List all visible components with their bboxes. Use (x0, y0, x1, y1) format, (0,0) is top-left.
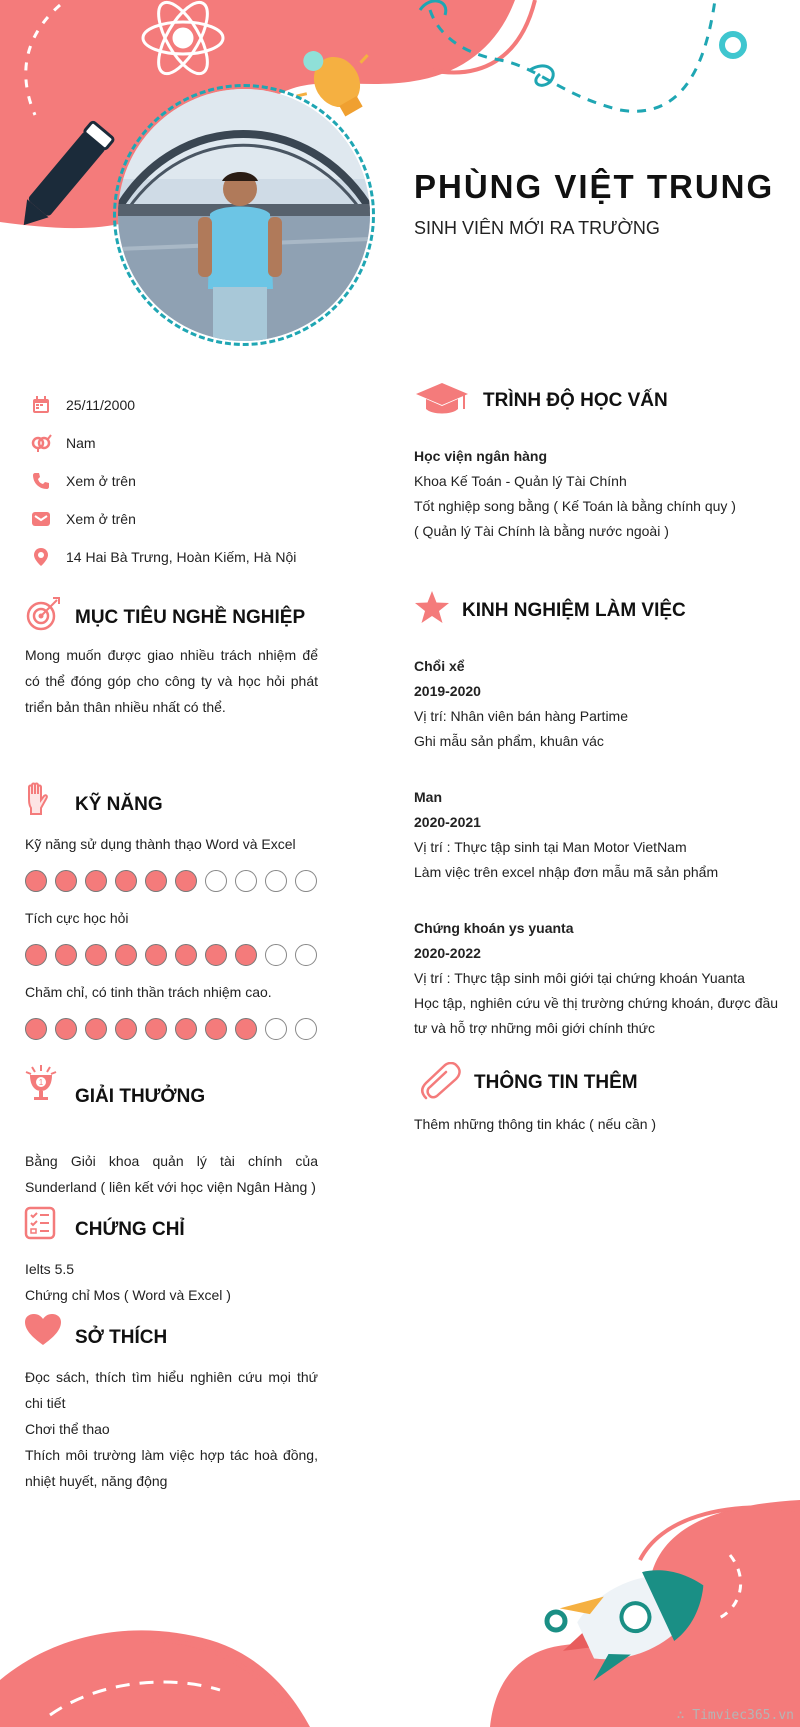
candidate-role: SINH VIÊN MỚI RA TRƯỜNG (414, 218, 660, 238)
job-line: Vị trí : Thực tập sinh môi giới tại chứng khoán Yuanta (414, 970, 745, 986)
rating-dot-filled (85, 944, 107, 966)
mail-icon (30, 508, 52, 530)
awards-text: Bằng Giỏi khoa quản lý tài chính của Sunderland ( liên kết với học viện Ngân Hàng ) (25, 1153, 318, 1195)
rating-dot-filled (55, 1018, 77, 1040)
gender-icon (30, 432, 52, 454)
rating-dot-empty (295, 870, 317, 892)
hobbies-title: SỞ THÍCH (75, 1327, 168, 1348)
hobby-item: Đọc sách, thích tìm hiểu nghiên cứu mọi thứ chi tiết (25, 1369, 318, 1411)
awards-title: GIẢI THƯỞNG (75, 1086, 206, 1107)
rating-dot-filled (145, 870, 167, 892)
graduation-cap-icon (414, 381, 470, 422)
candidate-name: PHÙNG VIỆT TRUNG (414, 168, 775, 205)
job-period: 2020-2021 (414, 814, 481, 830)
contact-dob (30, 386, 360, 424)
rating-dot-empty (235, 870, 257, 892)
rating-dot-filled (55, 944, 77, 966)
rating-dot-empty (265, 870, 287, 892)
profile-photo (118, 89, 370, 341)
location-pin-icon (30, 546, 52, 568)
rating-dot-filled (85, 1018, 107, 1040)
job-line: Vị trí: Nhân viên bán hàng Partime (414, 708, 629, 724)
objective-text: Mong muốn được giao nhiều trách nhiệm để có thể đóng góp cho công ty và học hỏi phát triển bản thân nhiều nhất có thể. (25, 647, 318, 715)
contact-list (30, 386, 360, 576)
watermark: ∴ Timviec365.vn (676, 1708, 794, 1723)
education-line: Tốt nghiệp song bằng ( Kế Toán là bằng chính quy ) (414, 498, 736, 514)
contact-address (30, 538, 360, 576)
rating-dot-empty (295, 944, 317, 966)
rating-dot-filled (205, 1018, 227, 1040)
job-line: Học tập, nghiên cứu về thị trường chứng khoán, được đầu tư và hỗ trợ những môi giới chính thức (414, 995, 779, 1036)
rating-dot-filled (55, 870, 77, 892)
rating-dot-empty (265, 1018, 287, 1040)
skill-rating (25, 870, 317, 892)
job-period: 2020-2022 (414, 945, 481, 961)
target-icon (25, 596, 61, 637)
paperclip-icon (418, 1062, 462, 1107)
rating-dot-empty (205, 870, 227, 892)
contact-gender (30, 424, 360, 462)
job-entry (414, 785, 784, 885)
rating-dot-empty (265, 944, 287, 966)
certificate-item: Ielts 5.5 (25, 1261, 75, 1277)
rating-dot-filled (145, 944, 167, 966)
contact-phone-text: Xem ở trên (66, 473, 136, 489)
job-company: Chổi xể (414, 658, 465, 674)
skill-rating (25, 944, 317, 966)
contact-email-text: Xem ở trên (66, 511, 136, 527)
rating-dot-filled (145, 1018, 167, 1040)
job-entry (414, 916, 784, 1041)
svg-text:1: 1 (38, 1078, 44, 1087)
job-company: Chứng khoán ys yuanta (414, 920, 574, 936)
education-title: TRÌNH ĐỘ HỌC VẤN (483, 390, 668, 411)
skills-title: KỸ NĂNG (75, 794, 163, 815)
rating-dot-filled (175, 1018, 197, 1040)
star-icon (414, 590, 450, 629)
phone-icon (30, 470, 52, 492)
rating-dot-filled (175, 944, 197, 966)
contact-gender-text: Nam (66, 435, 96, 451)
certificate-item: Chứng chỉ Mos ( Word và Excel ) (25, 1287, 231, 1303)
skill-label: Kỹ năng sử dụng thành thạo Word và Excel (25, 836, 296, 852)
rating-dot-empty (295, 1018, 317, 1040)
contact-phone (30, 462, 360, 500)
heart-icon (24, 1313, 62, 1352)
extra-text: Thêm những thông tin khác ( nếu cần ) (414, 1116, 657, 1132)
hobby-item: Chơi thể thao (25, 1421, 110, 1437)
rating-dot-filled (115, 1018, 137, 1040)
certificates-title: CHỨNG CHỈ (75, 1219, 185, 1240)
objective-title: MỤC TIÊU NGHỀ NGHIỆP (75, 607, 306, 628)
skill-rating (25, 1018, 317, 1040)
calendar-icon (30, 394, 52, 416)
extra-title: THÔNG TIN THÊM (474, 1072, 638, 1093)
skill-label: Tích cực học hỏi (25, 910, 129, 926)
job-company: Man (414, 789, 442, 805)
rating-dot-filled (25, 1018, 47, 1040)
trophy-icon (24, 1063, 58, 1108)
experience-title: KINH NGHIỆM LÀM VIỆC (462, 600, 686, 621)
job-line: Vị trí : Thực tập sinh tại Man Motor VietNam (414, 839, 687, 855)
rating-dot-filled (25, 870, 47, 892)
rating-dot-filled (235, 944, 257, 966)
education-line: ( Quản lý Tài Chính là bằng nước ngoài ) (414, 523, 669, 539)
hobby-item: Thích môi trường làm việc hợp tác hoà đồng, nhiệt huyết, năng động (25, 1447, 318, 1489)
education-school: Học viện ngân hàng (414, 448, 548, 464)
rating-dot-filled (235, 1018, 257, 1040)
rating-dot-filled (115, 870, 137, 892)
job-period: 2019-2020 (414, 683, 481, 699)
rating-dot-filled (115, 944, 137, 966)
education-line: Khoa Kế Toán - Quản lý Tài Chính (414, 473, 627, 489)
contact-email (30, 500, 360, 538)
rating-dot-filled (25, 944, 47, 966)
education-block (414, 444, 784, 544)
rating-dot-filled (85, 870, 107, 892)
job-line: Ghi mẫu sản phẩm, khuân vác (414, 733, 604, 749)
contact-address-text: 14 Hai Bà Trưng, Hoàn Kiếm, Hà Nội (66, 549, 297, 565)
rating-dot-filled (205, 944, 227, 966)
rating-dot-filled (175, 870, 197, 892)
hand-icon (24, 782, 50, 821)
skill-label: Chăm chỉ, có tinh thần trách nhiệm cao. (25, 984, 272, 1000)
checklist-icon (24, 1206, 56, 1245)
job-entry (414, 654, 784, 754)
job-line: Làm việc trên excel nhập đơn mẫu mã sản phẩm (414, 864, 719, 880)
contact-dob-text: 25/11/2000 (66, 397, 136, 413)
